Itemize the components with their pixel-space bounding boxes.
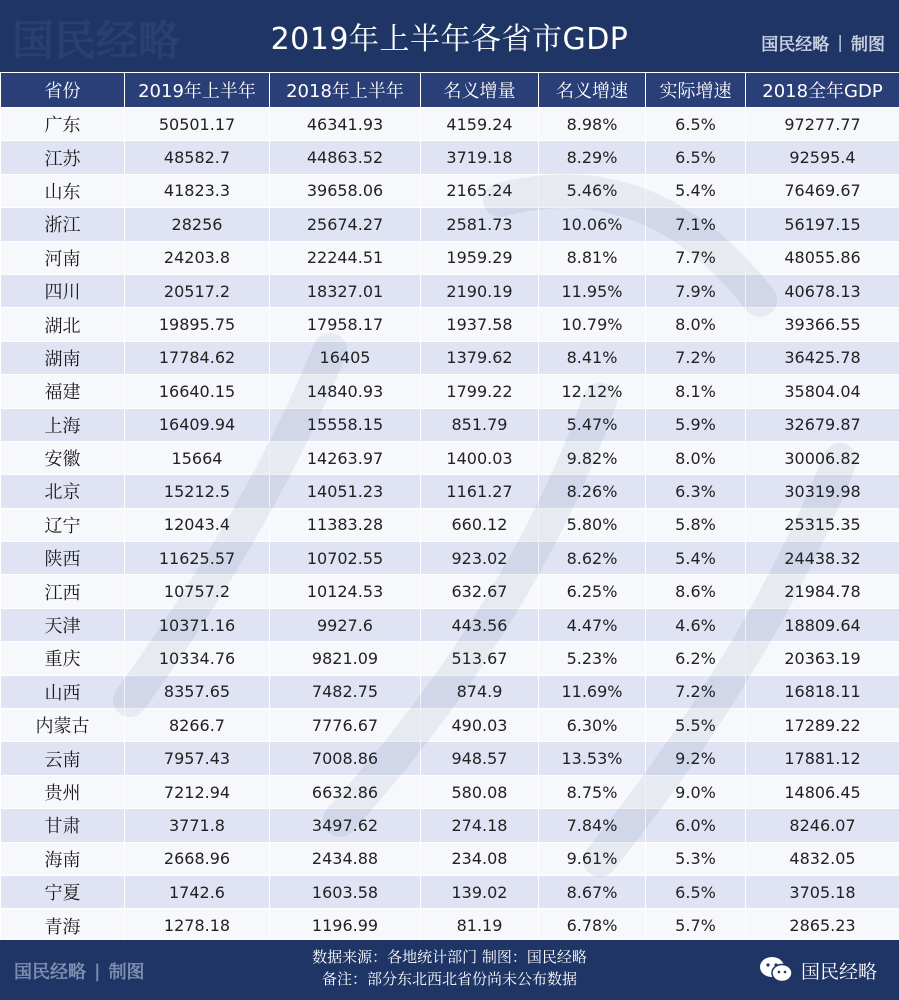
value-cell: 30319.98 [746,475,899,508]
province-cell: 上海 [1,408,125,441]
value-cell: 6.5% [646,108,746,141]
value-cell: 19895.75 [125,308,270,341]
table-row [1,141,899,174]
value-cell: 50501.17 [125,108,270,141]
value-cell: 9.61% [539,842,646,875]
column-header: 2019年上半年 [125,73,270,108]
value-cell: 16409.94 [125,408,270,441]
value-cell: 8.41% [539,341,646,374]
value-cell: 1400.03 [421,441,539,474]
value-cell: 3771.8 [125,809,270,842]
value-cell: 5.47% [539,408,646,441]
footer-brand-separator: | [94,960,101,982]
value-cell: 5.4% [646,542,746,575]
value-cell: 46341.93 [270,108,421,141]
value-cell: 17958.17 [270,308,421,341]
value-cell: 7.7% [646,241,746,274]
column-header: 名义增速 [539,73,646,108]
value-cell: 6.3% [646,475,746,508]
value-cell: 17784.62 [125,341,270,374]
value-cell: 9.0% [646,775,746,808]
value-cell: 8.26% [539,475,646,508]
value-cell: 4.47% [539,608,646,641]
table-row [1,608,899,641]
table-row [1,909,899,942]
table-row [1,441,899,474]
data-source-text: 数据来源：各地统计部门 制图：国民经略 [312,948,587,966]
value-cell: 18327.01 [270,274,421,307]
table-row [1,809,899,842]
province-cell: 青海 [1,909,125,942]
value-cell: 2865.23 [746,909,899,942]
value-cell: 40678.13 [746,274,899,307]
value-cell: 4.6% [646,608,746,641]
value-cell: 8.98% [539,108,646,141]
value-cell: 20363.19 [746,642,899,675]
value-cell: 8246.07 [746,809,899,842]
value-cell: 8.67% [539,875,646,908]
value-cell: 7.84% [539,809,646,842]
value-cell: 3705.18 [746,875,899,908]
province-cell: 广东 [1,108,125,141]
value-cell: 8.81% [539,241,646,274]
value-cell: 7008.86 [270,742,421,775]
value-cell: 7.2% [646,675,746,708]
value-cell: 4832.05 [746,842,899,875]
value-cell: 5.23% [539,642,646,675]
value-cell: 15558.15 [270,408,421,441]
value-cell: 5.46% [539,174,646,207]
value-cell: 10.79% [539,308,646,341]
brand-separator: | [837,32,843,53]
value-cell: 8.0% [646,308,746,341]
remark-text: 备注：部分东北西北省份尚未公布数据 [321,970,577,988]
value-cell: 14840.93 [270,375,421,408]
value-cell: 5.80% [539,508,646,541]
value-cell: 24438.32 [746,542,899,575]
table-row [1,875,899,908]
value-cell: 18809.64 [746,608,899,641]
value-cell: 36425.78 [746,341,899,374]
value-cell: 25674.27 [270,208,421,241]
table-row [1,575,899,608]
value-cell: 20517.2 [125,274,270,307]
value-cell: 1603.58 [270,875,421,908]
table-row [1,508,899,541]
value-cell: 10334.76 [125,642,270,675]
value-cell: 513.67 [421,642,539,675]
province-cell: 北京 [1,475,125,508]
province-cell: 云南 [1,742,125,775]
table-header-row [1,73,899,108]
value-cell: 13.53% [539,742,646,775]
table-row [1,475,899,508]
province-cell: 辽宁 [1,508,125,541]
value-cell: 139.02 [421,875,539,908]
value-cell: 11625.57 [125,542,270,575]
value-cell: 6.30% [539,709,646,742]
value-cell: 12043.4 [125,508,270,541]
table-row [1,842,899,875]
value-cell: 5.8% [646,508,746,541]
value-cell: 7482.75 [270,675,421,708]
value-cell: 6.25% [539,575,646,608]
value-cell: 10371.16 [125,608,270,641]
table-row [1,675,899,708]
value-cell: 22244.51 [270,241,421,274]
province-cell: 山西 [1,675,125,708]
value-cell: 39366.55 [746,308,899,341]
province-cell: 江西 [1,575,125,608]
table-row [1,742,899,775]
value-cell: 1799.22 [421,375,539,408]
value-cell: 10.06% [539,208,646,241]
value-cell: 8357.65 [125,675,270,708]
table-row [1,709,899,742]
province-cell: 海南 [1,842,125,875]
value-cell: 9821.09 [270,642,421,675]
value-cell: 4159.24 [421,108,539,141]
value-cell: 5.3% [646,842,746,875]
table-row [1,174,899,207]
column-header: 2018年上半年 [270,73,421,108]
value-cell: 5.5% [646,709,746,742]
value-cell: 10757.2 [125,575,270,608]
brand-name: 国民经略 [761,35,830,55]
value-cell: 14051.23 [270,475,421,508]
province-cell: 山东 [1,174,125,207]
value-cell: 5.4% [646,174,746,207]
value-cell: 97277.77 [746,108,899,141]
value-cell: 490.03 [421,709,539,742]
value-cell: 11383.28 [270,508,421,541]
value-cell: 7957.43 [125,742,270,775]
footer-banner [0,940,899,1000]
value-cell: 2165.24 [421,174,539,207]
value-cell: 580.08 [421,775,539,808]
value-cell: 6.2% [646,642,746,675]
value-cell: 16405 [270,341,421,374]
value-cell: 6632.86 [270,775,421,808]
table-row [1,208,899,241]
value-cell: 16640.15 [125,375,270,408]
column-header: 2018全年GDP [746,73,899,108]
brand-label [761,30,885,55]
province-cell: 四川 [1,274,125,307]
value-cell: 11.95% [539,274,646,307]
table-body [1,108,899,943]
value-cell: 41823.3 [125,174,270,207]
value-cell: 25315.35 [746,508,899,541]
value-cell: 16818.11 [746,675,899,708]
title-banner [0,0,899,72]
province-cell: 河南 [1,241,125,274]
value-cell: 8.0% [646,441,746,474]
value-cell: 5.9% [646,408,746,441]
value-cell: 443.56 [421,608,539,641]
table-row [1,775,899,808]
value-cell: 24203.8 [125,241,270,274]
value-cell: 1161.27 [421,475,539,508]
value-cell: 21984.78 [746,575,899,608]
footer-brand-tag: 制图 [108,962,145,983]
value-cell: 2581.73 [421,208,539,241]
brand-tag: 制图 [851,35,885,55]
value-cell: 39658.06 [270,174,421,207]
value-cell: 15212.5 [125,475,270,508]
province-cell: 甘肃 [1,809,125,842]
value-cell: 81.19 [421,909,539,942]
value-cell: 6.78% [539,909,646,942]
value-cell: 1742.6 [125,875,270,908]
page-title: 2019年上半年各省市GDP [270,22,629,57]
province-cell: 内蒙古 [1,709,125,742]
value-cell: 9.2% [646,742,746,775]
value-cell: 28256 [125,208,270,241]
value-cell: 2668.96 [125,842,270,875]
value-cell: 14263.97 [270,441,421,474]
value-cell: 8.1% [646,375,746,408]
value-cell: 7776.67 [270,709,421,742]
province-cell: 江苏 [1,141,125,174]
value-cell: 8.29% [539,141,646,174]
value-cell: 9927.6 [270,608,421,641]
value-cell: 14806.45 [746,775,899,808]
value-cell: 5.7% [646,909,746,942]
value-cell: 3719.18 [421,141,539,174]
column-header: 名义增量 [421,73,539,108]
value-cell: 17881.12 [746,742,899,775]
value-cell: 76469.67 [746,174,899,207]
value-cell: 2190.19 [421,274,539,307]
province-cell: 天津 [1,608,125,641]
brand-watermark-left: 国民经略 [12,16,181,65]
wechat-name: 国民经略 [800,960,877,983]
value-cell: 92595.4 [746,141,899,174]
value-cell: 1937.58 [421,308,539,341]
value-cell: 7212.94 [125,775,270,808]
province-cell: 湖南 [1,341,125,374]
province-cell: 安徽 [1,441,125,474]
province-cell: 湖北 [1,308,125,341]
value-cell: 6.0% [646,809,746,842]
value-cell: 234.08 [421,842,539,875]
value-cell: 10124.53 [270,575,421,608]
wechat-account [759,956,877,984]
province-cell: 陕西 [1,542,125,575]
footer-brand-name: 国民经略 [14,962,86,983]
value-cell: 8266.7 [125,709,270,742]
value-cell: 35804.04 [746,375,899,408]
value-cell: 2434.88 [270,842,421,875]
value-cell: 1959.29 [421,241,539,274]
value-cell: 7.9% [646,274,746,307]
value-cell: 56197.15 [746,208,899,241]
value-cell: 1196.99 [270,909,421,942]
value-cell: 6.5% [646,875,746,908]
value-cell: 12.12% [539,375,646,408]
province-cell: 贵州 [1,775,125,808]
province-cell: 福建 [1,375,125,408]
table-row [1,375,899,408]
value-cell: 15664 [125,441,270,474]
table-row [1,542,899,575]
value-cell: 8.75% [539,775,646,808]
column-header: 省份 [1,73,125,108]
province-cell: 浙江 [1,208,125,241]
value-cell: 7.2% [646,341,746,374]
value-cell: 948.57 [421,742,539,775]
value-cell: 874.9 [421,675,539,708]
value-cell: 48055.86 [746,241,899,274]
table-row [1,341,899,374]
value-cell: 3497.62 [270,809,421,842]
province-cell: 宁夏 [1,875,125,908]
value-cell: 632.67 [421,575,539,608]
value-cell: 923.02 [421,542,539,575]
column-header: 实际增速 [646,73,746,108]
value-cell: 6.5% [646,141,746,174]
value-cell: 44863.52 [270,141,421,174]
province-cell: 重庆 [1,642,125,675]
table-row [1,308,899,341]
value-cell: 274.18 [421,809,539,842]
value-cell: 8.62% [539,542,646,575]
value-cell: 11.69% [539,675,646,708]
value-cell: 17289.22 [746,709,899,742]
gdp-table [0,72,899,943]
table-row [1,241,899,274]
table-row [1,642,899,675]
value-cell: 660.12 [421,508,539,541]
value-cell: 1379.62 [421,341,539,374]
value-cell: 32679.87 [746,408,899,441]
table-row [1,274,899,307]
value-cell: 10702.55 [270,542,421,575]
value-cell: 9.82% [539,441,646,474]
table-row [1,108,899,141]
value-cell: 30006.82 [746,441,899,474]
table-row [1,408,899,441]
value-cell: 851.79 [421,408,539,441]
value-cell: 8.6% [646,575,746,608]
wechat-icon [759,956,793,984]
value-cell: 48582.7 [125,141,270,174]
value-cell: 7.1% [646,208,746,241]
value-cell: 1278.18 [125,909,270,942]
